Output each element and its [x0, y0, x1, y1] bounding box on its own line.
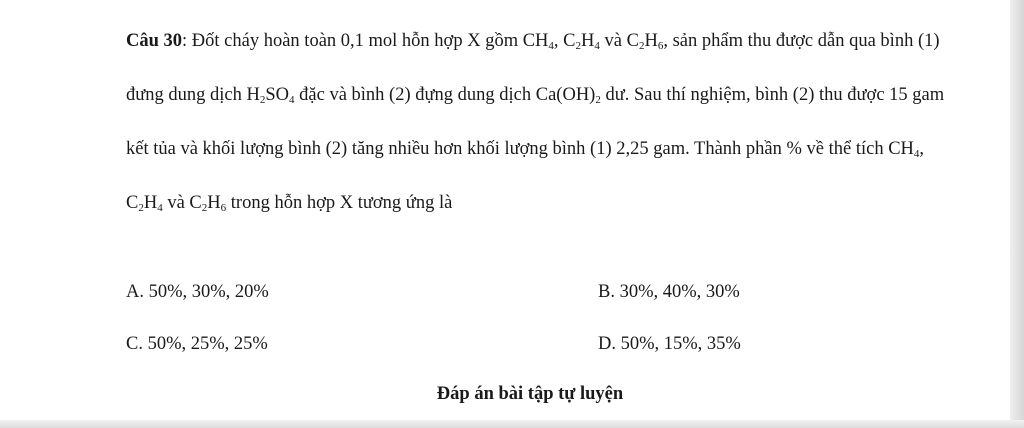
subscript: 2: [259, 94, 266, 106]
question-segment: , C: [553, 31, 576, 51]
question-segment: trong hỗn hợp X tương ứng là: [226, 193, 453, 213]
question-segment: H: [207, 193, 221, 213]
option-b: B. 30%, 40%, 30%: [598, 282, 740, 302]
subscript: 2: [201, 202, 208, 214]
page-edge-shadow: [1010, 0, 1024, 428]
question-text: [126, 14, 946, 230]
question-segment: SO: [265, 85, 290, 105]
question-segment: và C: [599, 31, 639, 51]
subscript: 4: [289, 94, 295, 106]
subscript: 6: [657, 40, 664, 52]
subscript: 4: [594, 40, 600, 52]
question-segment: :: [182, 31, 192, 51]
subscript: 2: [575, 40, 582, 52]
page-edge-shadow-bottom: [0, 420, 1024, 428]
option-c: C. 50%, 25%, 25%: [126, 334, 268, 354]
question-segment: , sản phẩm thu được dẫn qua bình (1) đưng dung dịch H: [126, 31, 940, 105]
question-segment: H: [644, 31, 658, 51]
question-segment: dư. Sau thí nghiệm, bình (2) thu được 15 gam kết tủa và khối lượng bình (2) tăng nhiều hơn khối lượng bình (1) 2,25 gam. Thành phần % về thể tích CH: [126, 85, 945, 159]
subscript: 2: [595, 94, 601, 106]
option-d: D. 50%, 15%, 35%: [598, 334, 741, 354]
subscript: 4: [157, 202, 163, 214]
question-segment: , C: [126, 139, 925, 213]
question-segment: đặc và bình (2) đựng dung dịch Ca(OH): [294, 85, 596, 105]
subscript: 4: [548, 40, 554, 52]
question-label: Câu 30: [126, 31, 183, 51]
subscript: 4: [913, 148, 920, 160]
option-a: A. 50%, 30%, 20%: [126, 282, 269, 302]
question-segment: Đốt cháy hoàn toàn 0,1 mol hỗn hợp X gồm CH: [191, 31, 549, 51]
section-heading: Đáp án bài tập tự luyện: [436, 384, 624, 404]
subscript: 6: [220, 202, 227, 214]
question-segment: H: [143, 193, 158, 213]
question-segment: H: [581, 31, 595, 51]
question-segment: và C: [162, 193, 202, 213]
subscript: 2: [138, 202, 144, 214]
subscript: 2: [638, 40, 645, 52]
